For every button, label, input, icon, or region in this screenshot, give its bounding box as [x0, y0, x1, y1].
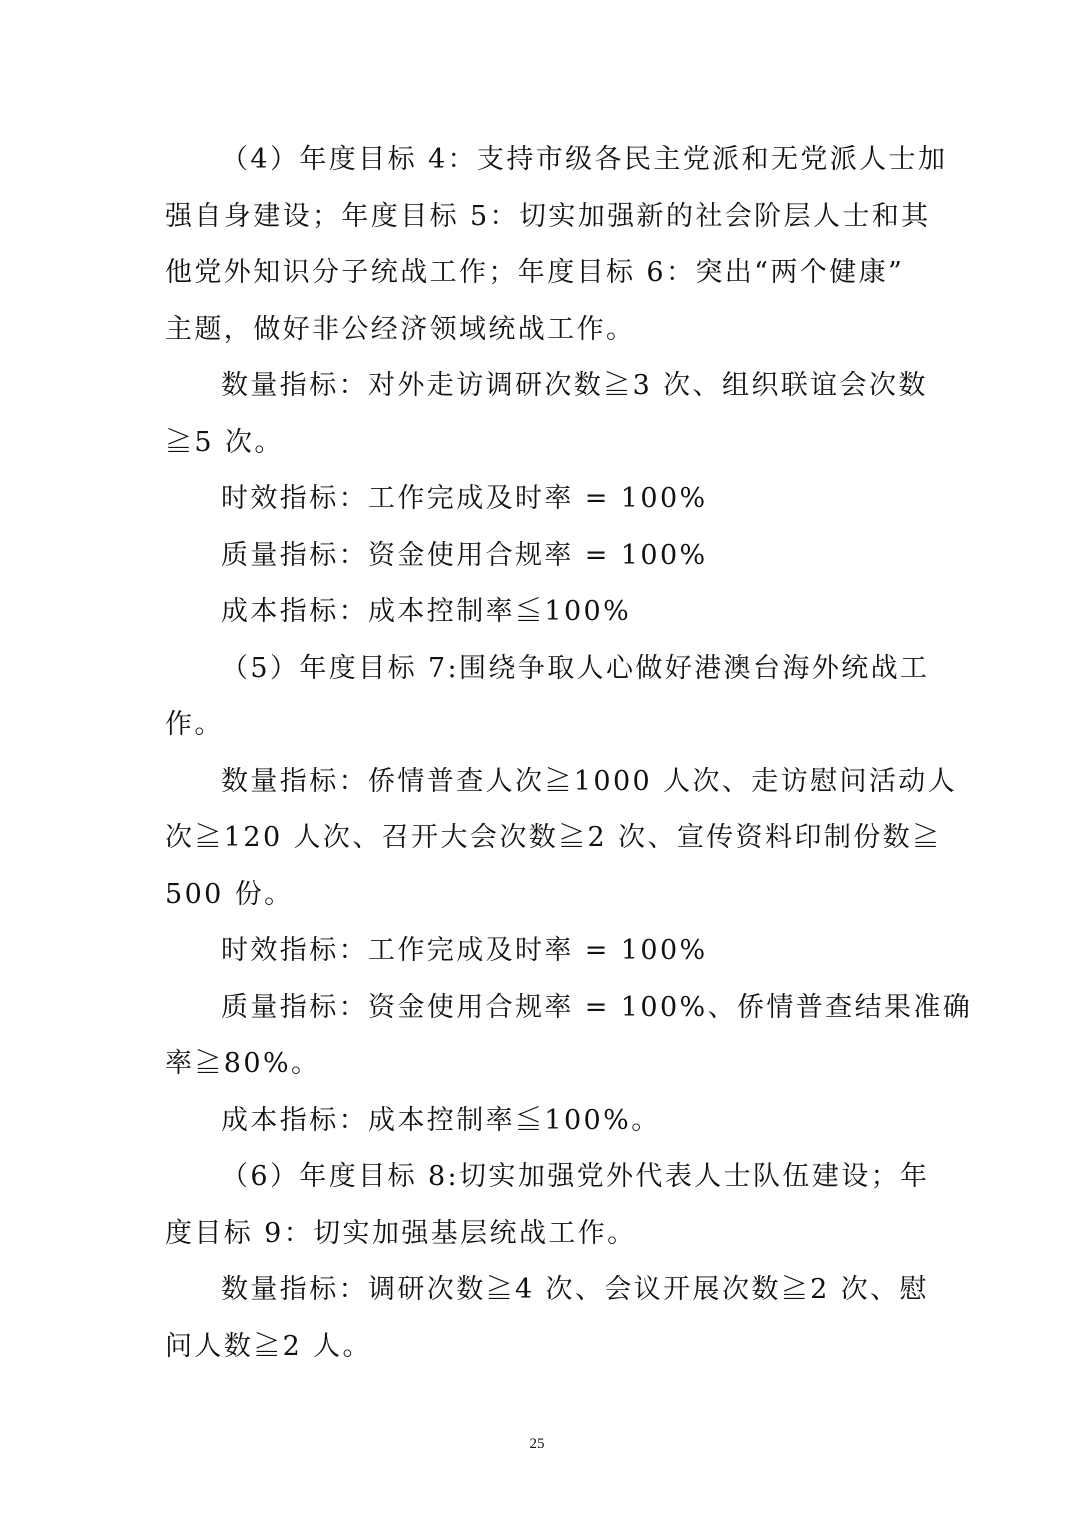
text-line: （4）年度目标 4：支持市级各民主党派和无党派人士加: [221, 144, 948, 175]
text-line: 率≧80%。: [165, 1048, 321, 1079]
text-line: 问人数≧2 人。: [165, 1330, 372, 1362]
para-quantity-indicator-2: [165, 754, 958, 924]
para-quality-indicator-2: [165, 980, 973, 1093]
text-line: 数量指标：侨情普查人次≧1000 人次、走访慰问活动人: [221, 765, 958, 797]
para-goal-4-6: [165, 132, 948, 358]
para-timeliness-indicator-1: [165, 471, 913, 528]
para-quantity-indicator-3: [165, 1262, 929, 1375]
page-number: 25: [529, 1436, 545, 1452]
text-line: 数量指标：对外走访调研次数≧3 次、组织联谊会次数: [221, 370, 928, 401]
para-quality-indicator-1: [165, 528, 913, 585]
text-line: 作。: [165, 709, 224, 740]
text-line: （5）年度目标 7:围绕争取人心做好港澳台海外统战工: [221, 652, 930, 684]
text-line: 时效指标：工作完成及时率 = 100%: [221, 935, 708, 966]
text-line: 成本指标：成本控制率≦100%。: [221, 1104, 661, 1136]
para-goal-8-9: [165, 1149, 930, 1262]
text-line: 度目标 9：切实加强基层统战工作。: [165, 1217, 637, 1249]
text-line: 质量指标：资金使用合规率 = 100%、侨情普查结果准确: [221, 991, 973, 1023]
text-line: 数量指标：调研次数≧4 次、会议开展次数≧2 次、慰: [221, 1274, 929, 1305]
para-quantity-indicator-1: [165, 358, 928, 471]
body-text: [165, 132, 973, 1375]
text-line: 500 份。: [165, 878, 294, 910]
para-timeliness-indicator-2: [165, 923, 913, 980]
text-line: （6）年度目标 8:切实加强党外代表人士队伍建设；年: [221, 1161, 930, 1192]
para-cost-indicator-1: [165, 584, 913, 641]
text-line: 时效指标：工作完成及时率 = 100%: [221, 483, 708, 514]
para-cost-indicator-2: [165, 1093, 913, 1150]
text-line: 主题，做好非公经济领域统战工作。: [165, 313, 636, 345]
text-line: 成本指标：成本控制率≦100%: [221, 596, 632, 627]
text-line: 质量指标：资金使用合规率 = 100%: [221, 539, 708, 571]
text-line: 次≧120 人次、召开大会次数≧2 次、宣传资料印制份数≧: [165, 822, 942, 853]
text-line: 强自身建设；年度目标 5：切实加强新的社会阶层人士和其: [165, 200, 931, 232]
text-line: 他党外知识分子统战工作；年度目标 6：突出“两个健康”: [165, 257, 905, 288]
text-line: ≧5 次。: [165, 426, 284, 458]
para-goal-7: [165, 641, 930, 754]
